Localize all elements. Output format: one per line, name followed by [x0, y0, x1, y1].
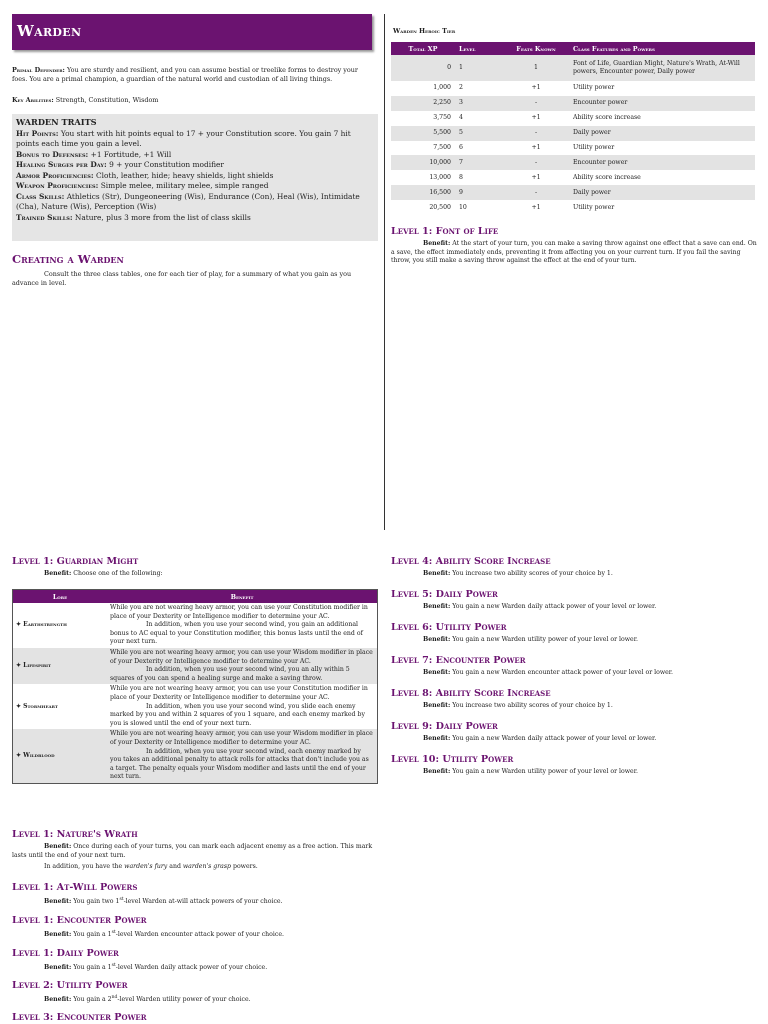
trait-line [16, 160, 374, 171]
trait-text: Cloth, leather, hide; heavy shields, light shields [96, 170, 274, 180]
level-4-text [391, 570, 757, 579]
lore-benefit [107, 684, 378, 729]
features-cell: Encounter power [569, 96, 755, 111]
benefit-label: Benefit: [44, 570, 72, 577]
trait-line [16, 181, 374, 192]
table-header-row [391, 42, 755, 55]
benefit-text: You gain a new Warden encounter attack power of your level or lower. [452, 669, 674, 676]
benefit-text: You gain a new Warden daily attack power of your level or lower. [452, 735, 657, 742]
lore-p2-text: In addition, when you use your second wind, you gain an additional bonus to AC equal to your Constitution modifier, this bonus lasts until the end of your next turn. [110, 621, 363, 646]
lore-p2-text: In addition, when you use your second wind, you slide each enemy marked by you and within 2 squares of you 1 square, and each enemy marked by you is slowed until the end of your next turn. [110, 702, 365, 727]
benefit-post: -level Warden utility power of your choice. [117, 996, 251, 1004]
col-class-features: Class Features and Powers [569, 42, 755, 55]
lore-p2-text: In addition, when you use your second wind, you an ally within 5 squares of you can spend a healing surge and make a saving throw. [110, 666, 350, 682]
lore-name: ✦ Stormheart [16, 702, 58, 710]
level-6-text [391, 636, 757, 645]
level-cell: 1 [455, 55, 503, 81]
ordinal: st [111, 930, 116, 935]
table-row [13, 603, 378, 648]
benefit-label: Benefit: [423, 603, 451, 610]
level-5-heading: Level 5: Daily Power [391, 589, 498, 600]
level-7-heading: Level 7: Encounter Power [391, 655, 526, 666]
benefit-text: At the start of your turn, you can make a saving throw against one effect that a save can end. On a save, the effect immediately ends, preventing it from affecting you on your current turn. If you fail the saving throw, you still make a saving throw against the effect at the end of your turn. [391, 240, 757, 264]
level-6-heading: Level 6: Utility Power [391, 622, 507, 633]
table-row [13, 729, 378, 783]
trait-line [16, 192, 374, 213]
benefit-label: Benefit: [44, 964, 72, 972]
key-abilities-label: Key Abilities: [12, 96, 54, 104]
power-wardens-fury: warden's fury [124, 863, 168, 870]
table-row [391, 170, 755, 185]
trait-label: Healing Surges per Day: [16, 160, 107, 169]
daily-1-text [12, 962, 378, 973]
level-4-heading: Level 4: Ability Score Increase [391, 556, 551, 567]
level-7-text [391, 669, 757, 678]
ordinal: nd [111, 995, 118, 1000]
lore-p1: While you are not wearing heavy armor, you can use your Constitution modifier in place of your Dexterity or Intelligence modifier to determine your AC. [110, 685, 368, 701]
level-cell: 3 [455, 96, 503, 111]
features-cell: Ability score increase [573, 173, 641, 181]
trait-label: Armor Proficiencies: [16, 170, 94, 180]
feats-cell: +1 [531, 203, 541, 211]
feats-cell: +1 [531, 114, 541, 122]
table-row [391, 55, 755, 81]
natures-wrath-heading: Level 1: Nature's Wrath [12, 829, 138, 840]
benefit-pre: You gain a 2 [73, 996, 112, 1004]
benefit-label: Benefit: [44, 996, 72, 1004]
ordinal: st [119, 897, 124, 902]
trait-label: Trained Skills: [16, 212, 73, 222]
lore-p2 [110, 703, 374, 729]
xp-cell: 3,750 [433, 114, 451, 122]
natures-wrath-text-2 [12, 863, 378, 872]
level-8-text [391, 702, 757, 711]
features-cell: Utility power [573, 84, 615, 92]
natures-wrath-pre: In addition, you have the [44, 863, 123, 870]
level-cell: 8 [459, 173, 463, 181]
trait-line [16, 129, 374, 150]
utility-2-heading: Level 2: Utility Power [12, 980, 128, 991]
encounter-1-heading: Level 1: Encounter Power [12, 915, 147, 926]
natures-wrath-and: and [169, 863, 181, 870]
features-cell: Font of Life, Guardian Might, Nature's Wrath, At-Will powers, Encounter power, Daily power [569, 55, 755, 81]
lore-benefit [107, 603, 378, 648]
table-row [391, 81, 755, 96]
table-row [391, 126, 755, 141]
lore-p1: While you are not wearing heavy armor, you can use your Constitution modifier in place of your Dexterity or Intelligence modifier to determine your AC. [110, 604, 368, 620]
features-cell: Utility power [573, 144, 615, 151]
level-cell: 6 [459, 144, 463, 151]
benefit-text: Once during each of your turns, you can mark each adjacent enemy as a free action. This mark lasts until the end of your next turn. [12, 843, 373, 859]
lore-p1: While you are not wearing heavy armor, you can use your Wisdom modifier in place of your Dexterity or Intelligence modifier to determine your AC. [110, 648, 373, 665]
benefit-pre: You gain a 1 [73, 931, 112, 939]
lore-p2 [110, 666, 374, 683]
trait-text: Simple melee, military melee, simple ranged [100, 181, 269, 190]
feats-cell: - [503, 96, 569, 111]
lore-name: ✦ Earthstrength [16, 621, 67, 629]
trait-label: Hit Points: [16, 128, 59, 138]
table-row [13, 684, 378, 729]
primal-defender-text: You are sturdy and resilient, and you can assume bestial or treelike forms to destroy your foes. You are a primal champion, a guardian of the natural world and custodian of all living things. [12, 66, 358, 83]
feats-cell: +1 [531, 173, 541, 181]
heroic-tier-caption: Warden Heroic Tier [393, 27, 456, 35]
level-9-text [391, 735, 757, 744]
xp-cell: 1,000 [433, 84, 451, 92]
benefit-label: Benefit: [44, 843, 72, 850]
table-header-row [13, 590, 378, 604]
trait-line [16, 171, 374, 182]
features-cell: Encounter power [569, 155, 755, 170]
primal-defender-paragraph [12, 66, 374, 84]
feats-cell: - [503, 155, 569, 170]
trait-label: Class Skills: [16, 191, 65, 201]
benefit-label: Benefit: [44, 931, 72, 939]
lore-benefit [107, 648, 378, 684]
xp-cell: 13,000 [429, 173, 451, 181]
xp-cell: 10,000 [391, 155, 455, 170]
at-will-heading: Level 1: At-Will Powers [12, 882, 138, 893]
table-row [391, 111, 755, 126]
xp-cell: 5,500 [391, 126, 455, 141]
col-level: Level [455, 42, 503, 55]
primal-defender-label: Primal Defender: [12, 66, 65, 74]
creating-text: Consult the three class tables, one for each tier of play, for a summary of what you gain as you advance in level. [12, 270, 352, 287]
utility-2-text [12, 994, 378, 1005]
natures-wrath-text [12, 843, 378, 860]
feats-cell: +1 [531, 84, 541, 92]
lore-benefit [107, 729, 378, 783]
page-title: Warden [12, 14, 372, 50]
ordinal: st [111, 963, 116, 968]
level-9-heading: Level 9: Daily Power [391, 721, 498, 732]
benefit-text: You gain a new Warden utility power of your level or lower. [452, 636, 638, 643]
feats-cell: +1 [531, 144, 541, 151]
feats-cell: 1 [503, 55, 569, 81]
lore-name: ✦ Lifespirit [13, 648, 108, 684]
level-5-text [391, 603, 757, 612]
trait-text: 9 + your Constitution modifier [109, 160, 224, 169]
daily-1-heading: Level 1: Daily Power [12, 948, 119, 959]
column-divider [384, 14, 385, 530]
col-benefit: Benefit [107, 590, 378, 604]
benefit-pre: You gain two 1 [73, 898, 120, 906]
level-8-heading: Level 8: Ability Score Increase [391, 688, 551, 699]
key-abilities-paragraph [12, 96, 374, 105]
lore-name: ✦ Wildblood [13, 729, 108, 783]
encounter-1-text [12, 929, 378, 940]
level-cell: 10 [459, 203, 467, 211]
power-wardens-grasp: warden's grasp [182, 863, 232, 870]
benefit-pre: You gain a 1 [73, 964, 112, 972]
trait-label: Weapon Proficiencies: [16, 181, 99, 190]
key-abilities-text: Strength, Constitution, Wisdom [55, 96, 159, 104]
table-row [391, 185, 755, 200]
lore-p2 [110, 748, 374, 782]
lore-p2 [110, 621, 374, 647]
col-lore: Lore [13, 590, 108, 604]
table-row [391, 155, 755, 170]
benefit-text: You gain a new Warden daily attack power of your level or lower. [452, 603, 657, 610]
col-total-xp: Total XP [391, 42, 455, 55]
benefit-post: -level Warden encounter attack power of your choice. [115, 931, 284, 939]
trait-text: +1 Fortitude, +1 Will [90, 149, 172, 159]
xp-cell: 0 [391, 55, 455, 81]
guardian-might-text [12, 570, 378, 579]
trait-text: You start with hit points equal to 17 + your Constitution score. You gain 7 hit points each time you gain a level. [16, 128, 351, 148]
xp-cell: 20,500 [429, 203, 451, 211]
natures-wrath-post: powers. [232, 863, 258, 870]
benefit-label: Benefit: [423, 636, 451, 643]
benefit-label: Benefit: [423, 702, 451, 709]
trait-label: Bonus to Defenses: [16, 149, 89, 159]
benefit-label: Benefit: [423, 768, 451, 775]
benefit-label: Benefit: [423, 570, 451, 577]
benefit-label: Benefit: [423, 735, 451, 742]
encounter-3-heading: Level 3: Encounter Power [12, 1012, 147, 1023]
traits-title: WARDEN TRAITS [16, 117, 97, 127]
lore-p2-text: In addition, when you use your second wind, each enemy marked by you takes an additional penalty to attack rolls for attacks that don't include you as a target. The penalty equals your Wisdom modifier and lasts until the end of your next turn. [110, 747, 369, 781]
table-row [391, 200, 755, 215]
features-cell: Utility power [573, 203, 615, 211]
level-cell: 7 [455, 155, 503, 170]
features-cell: Ability score increase [573, 114, 641, 122]
table-row [391, 141, 755, 156]
xp-cell: 16,500 [391, 185, 455, 200]
benefit-text: You increase two ability scores of your choice by 1. [452, 570, 613, 577]
benefit-post: -level Warden at-will attack powers of your choice. [123, 898, 283, 906]
lore-p1: While you are not wearing heavy armor, you can use your Wisdom modifier in place of your Dexterity or Intelligence modifier to determine your AC. [110, 730, 373, 746]
font-of-life-text [391, 240, 757, 266]
feats-cell: - [503, 126, 569, 141]
trait-text: Nature, plus 3 more from the list of class skills [74, 212, 251, 222]
level-10-heading: Level 10: Utility Power [391, 754, 514, 765]
xp-cell: 7,500 [433, 144, 451, 151]
benefit-label: Benefit: [423, 240, 451, 247]
font-of-life-heading: Level 1: Font of Life [391, 226, 499, 237]
guardian-might-heading: Level 1: Guardian Might [12, 556, 139, 567]
level-10-text [391, 768, 757, 777]
xp-cell: 2,250 [391, 96, 455, 111]
creating-heading: Creating a Warden [12, 252, 124, 266]
benefit-post: -level Warden daily attack power of your choice. [115, 964, 268, 972]
features-cell: Daily power [569, 185, 755, 200]
benefit-label: Benefit: [423, 669, 451, 676]
feats-cell: - [503, 185, 569, 200]
trait-line [16, 213, 374, 224]
benefit-text: You increase two ability scores of your choice by 1. [452, 702, 613, 709]
trait-text: Athletics (Str), Dungeoneering (Wis), Endurance (Con), Heal (Wis), Intimidate (Cha), Nature (Wis), Perception (Wis) [16, 191, 360, 211]
heroic-tier-table [391, 42, 755, 215]
level-cell: 2 [459, 84, 463, 92]
guardian-might-table [12, 589, 378, 784]
level-cell: 9 [455, 185, 503, 200]
table-row [13, 648, 378, 684]
benefit-text: Choose one of the following: [73, 570, 163, 577]
features-cell: Daily power [569, 126, 755, 141]
level-cell: 5 [455, 126, 503, 141]
at-will-text [12, 896, 378, 907]
col-feats-known: Feats Known [503, 42, 569, 55]
level-cell: 4 [459, 114, 463, 122]
traits-box [12, 114, 378, 241]
trait-line [16, 150, 374, 161]
benefit-label: Benefit: [44, 898, 72, 906]
table-row [391, 96, 755, 111]
benefit-text: You gain a new Warden utility power of your level or lower. [452, 768, 638, 775]
